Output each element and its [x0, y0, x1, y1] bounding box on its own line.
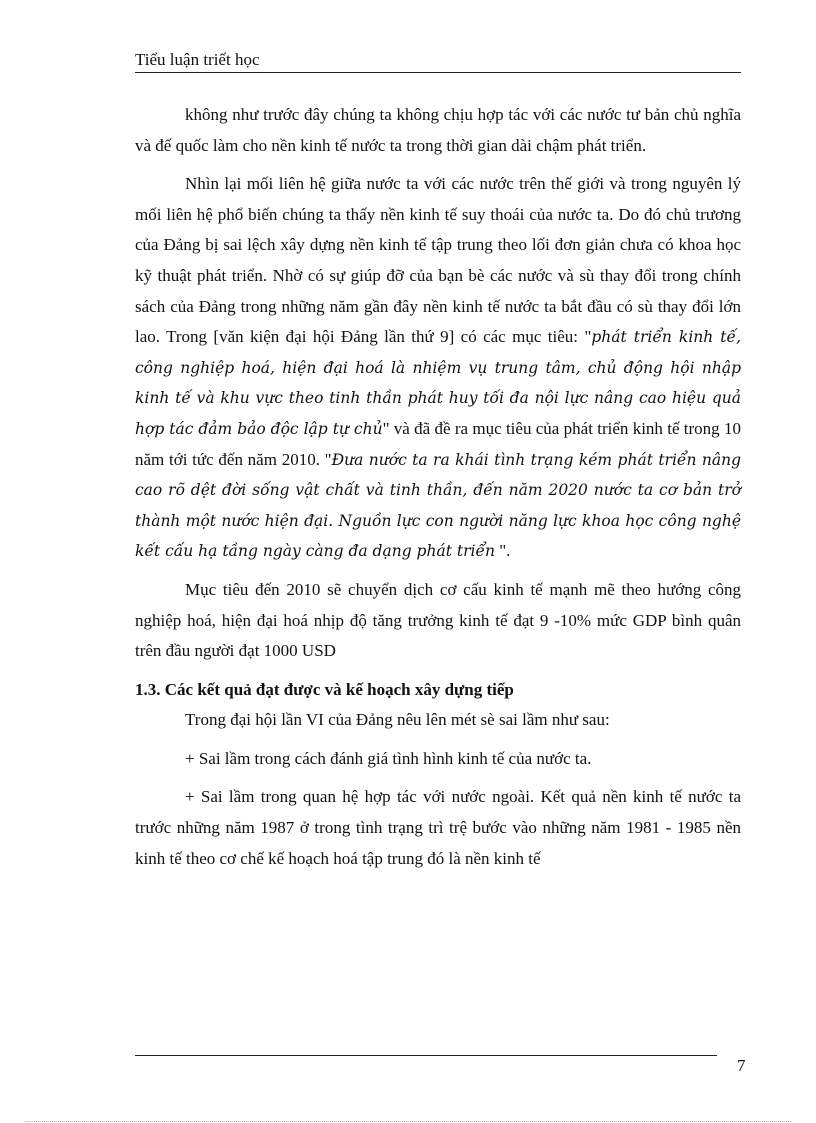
paragraph-2-text-c: " và đã đề ra mục tiêu của phát triển kinh tế trong 10 năm tới tức đến năm 2010. " [135, 418, 741, 469]
page-header [135, 50, 741, 73]
section-heading: 1.3. Các kết quả đạt được và kế hoạch xây dựng tiếp [135, 679, 514, 699]
paragraph-5: + Sai lầm trong cách đánh giá tình hình kinh tế của nước ta. [185, 748, 592, 768]
paragraph-2-quote-2: Đưa nước ta ra khái tình trạng kém phát triển nâng cao rõ dệt đời sống vật chất và tinh thần, đến năm 2020 nước ta cơ bản trở thành một nước hiện đại. Nguồn lực con người năng lực khoa học công nghệ kết cấu hạ tầng ngày càng đa dạng phát triển [135, 450, 741, 561]
header-title: Tiểu luận triết học [135, 50, 260, 69]
page-number: 7 [737, 1056, 746, 1075]
paragraph-6: + Sai lầm trong quan hệ hợp tác với nước ngoài. Kết quả nền kinh tế nước ta trước những năm 1987 ở trong tình trạng trì trệ bước vào những năm 1981 - 1985 nền kinh tế theo cơ chế kế hoạch hoá tập trung đó là nền kinh tế [135, 787, 741, 868]
paragraph-2-text-a: Nhìn lại mối liên hệ giữa nước ta với các nước trên thế giới và trong nguyên lý mối liên hệ phổ biến chúng ta thấy nền kinh tế suy thoái của nước ta. Do đó chủ trương của Đảng bị sai lệch xây dựng nền kinh tế tập trung theo lối đơn giản chưa có khoa học kỹ thuật phát triển. Nhờ có sự giúp đỡ của bạn bè các nước và sù thay đổi trong chính sách của Đảng trong những năm gần đây nền kinh tế nước ta bắt đầu có sù thay đổi lớn lao. Trong [văn kiện đại hội Đảng lần thứ 9] có các mục tiêu: " [135, 174, 741, 347]
paragraph-2 [135, 169, 741, 567]
paragraph-4: Trong đại hội lần VI của Đảng nêu lên mét sè sai lầm như sau: [185, 710, 610, 730]
page-edge-divider [25, 1121, 791, 1122]
paragraph-2-quote-1: phát triển kinh tế, công nghiệp hoá, hiện đại hoá là nhiệm vụ trung tâm, chủ động hội nhập kinh tế và khu vực theo tinh thần phát huy tối đa nội lực nâng cao hiệu quả hợp tác đảm bảo độc lập tự chủ [135, 328, 741, 438]
document-body [135, 100, 741, 874]
paragraph-1: không như trước đây chúng ta không chịu hợp tác với các nước tư bản chủ nghĩa và đế quốc làm cho nền kinh tế nước ta trong thời gian dài chậm phát triển. [135, 105, 741, 155]
footer-divider [135, 1055, 717, 1056]
paragraph-2-text-e: ". [494, 541, 511, 561]
paragraph-3: Mục tiêu đến 2010 sẽ chuyển dịch cơ cấu kinh tế mạnh mẽ theo hướng công nghiệp hoá, hiện đại hoá nhịp độ tăng trưởng kinh tế đạt 9 -10% mức GDP bình quân trên đầu người đạt 1000 USD [135, 579, 741, 661]
